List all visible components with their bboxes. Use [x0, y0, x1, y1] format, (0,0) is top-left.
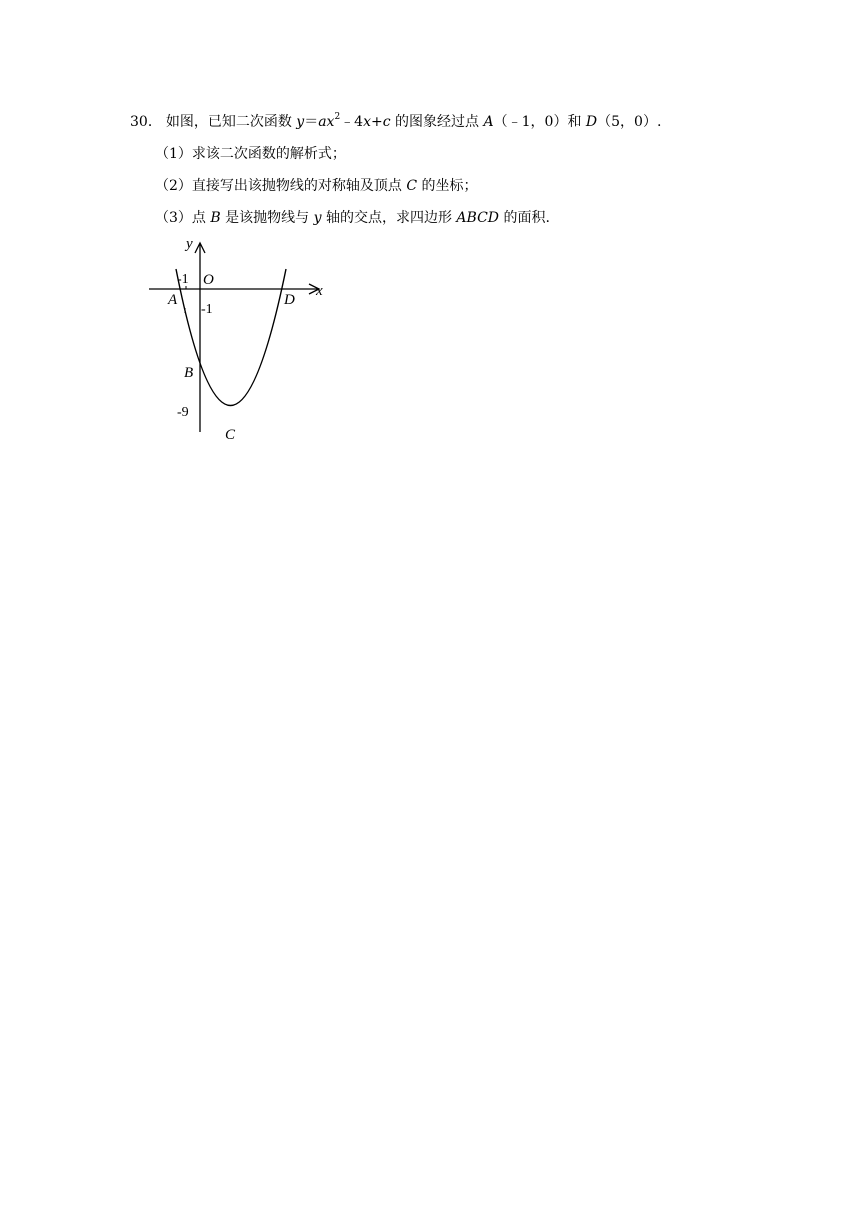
eq-ax: ax — [318, 114, 335, 130]
point-a-figure-label: A — [168, 292, 178, 308]
x-axis-label: x — [316, 283, 323, 299]
eq-minus-4: ﹣4 — [340, 114, 364, 130]
eq-exponent: 2 — [334, 112, 341, 123]
y-axis-word: y — [313, 210, 322, 226]
sub-text-3c: 轴的交点，求四边形 — [321, 210, 457, 226]
stem-text-3: （﹣1，0）和 — [493, 114, 586, 130]
sub-text-3b: 是该抛物线与 — [220, 210, 314, 226]
sub-text-2b: 的坐标； — [417, 178, 478, 194]
eq-plus: + — [371, 114, 383, 130]
sub-question-1 — [130, 144, 770, 164]
sub-text-2a: 直接写出该抛物线的对称轴及顶点 — [191, 178, 407, 194]
sub-label-2: （2） — [155, 178, 192, 194]
point-a-label: A — [483, 114, 494, 130]
sub-text-3a: 点 — [191, 210, 211, 226]
point-c-label: C — [406, 178, 418, 194]
tick-label-neg9-y: -9 — [177, 405, 189, 420]
tick-label-neg1-y: -1 — [201, 302, 213, 317]
sub-label-1: （1） — [155, 146, 192, 162]
origin-label: O — [203, 272, 214, 288]
point-c-figure-label: C — [225, 427, 236, 442]
problem-number: 30． — [130, 114, 162, 130]
stem-text-2: 的图象经过点 — [390, 114, 484, 130]
stem-text-4: （5，0）. — [597, 114, 662, 130]
problem-stem — [130, 112, 770, 132]
sub-text-3d: 的面积. — [499, 210, 550, 226]
point-d-label: D — [585, 114, 598, 130]
eq-c: c — [382, 114, 391, 130]
point-b-figure-label: B — [184, 365, 194, 381]
parabola-figure — [140, 232, 340, 442]
sub-label-3: （3） — [155, 210, 192, 226]
sub-question-3 — [130, 208, 770, 228]
figure-svg — [140, 232, 340, 442]
y-axis-label: y — [186, 236, 193, 252]
sub-question-2 — [130, 176, 770, 196]
point-b-label: B — [210, 210, 221, 226]
quadrilateral-label: ABCD — [456, 210, 500, 226]
eq-y: y — [296, 114, 305, 130]
sub-text-1: 求该二次函数的解析式； — [191, 146, 346, 162]
problem-30 — [130, 112, 770, 240]
tick-label-neg1-x: -1 — [177, 272, 189, 287]
eq-equals: ＝ — [304, 114, 319, 130]
eq-x: x — [363, 114, 372, 130]
stem-text-1: 如图，已知二次函数 — [165, 114, 297, 130]
point-d-figure-label: D — [284, 292, 295, 308]
